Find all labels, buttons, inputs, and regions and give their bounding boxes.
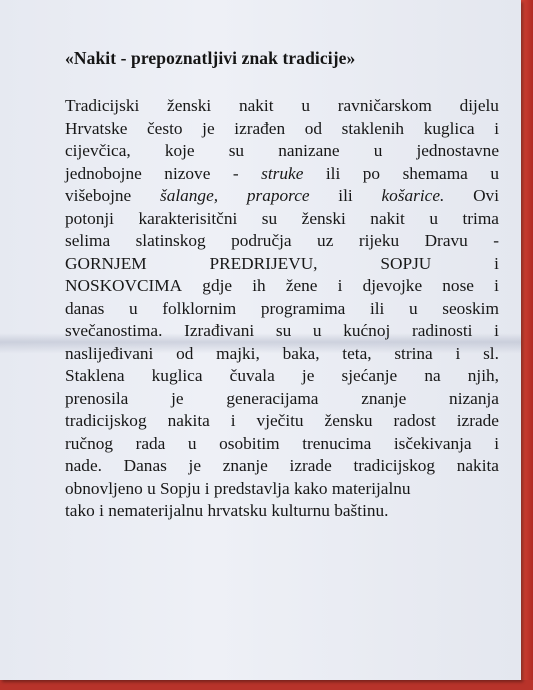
- word: ili: [369, 298, 385, 318]
- red-background-bottom: [0, 680, 533, 690]
- word: nakita: [167, 411, 210, 430]
- word: tradicijskog: [353, 456, 436, 475]
- word: Izrađivani: [184, 321, 255, 340]
- word: izrađen: [234, 118, 286, 138]
- word: i: [337, 276, 343, 295]
- word: praporce: [246, 186, 310, 205]
- word: šalange,: [159, 186, 219, 205]
- word: po: [362, 163, 381, 183]
- word: sjećanje: [341, 366, 398, 385]
- word: folklornim: [162, 298, 237, 318]
- word: ili: [338, 186, 353, 205]
- word: izrade: [456, 411, 499, 430]
- word: kuglica: [151, 366, 203, 385]
- word: potonji: [65, 208, 114, 228]
- word: strina: [394, 343, 433, 363]
- word: i: [455, 343, 461, 363]
- word: od: [304, 118, 323, 138]
- text-line: [65, 433, 499, 456]
- word: Staklena: [65, 366, 125, 385]
- word: ih: [252, 276, 266, 295]
- word: u: [129, 298, 138, 318]
- word: su: [261, 208, 278, 228]
- text-line: [65, 388, 499, 411]
- word: nakit: [370, 208, 405, 228]
- word: baka,: [282, 343, 320, 363]
- word: i: [494, 276, 499, 295]
- word: nizove: [164, 163, 211, 183]
- text-line: [65, 140, 499, 163]
- word: u: [409, 298, 418, 318]
- word: svečanostima.: [65, 321, 163, 340]
- word: generacijama: [226, 388, 319, 408]
- word: područja: [231, 231, 292, 250]
- word: ravničarskom: [337, 96, 432, 115]
- text-line: [65, 95, 499, 118]
- word: je: [202, 118, 215, 138]
- text-line: [65, 253, 499, 276]
- word: gdje: [202, 276, 233, 295]
- text-line: tako i nematerijalnu hrvatsku kulturnu baštinu.: [65, 501, 389, 520]
- word: radost: [393, 411, 436, 430]
- word: radinosti: [411, 321, 473, 340]
- word: teta,: [342, 343, 372, 363]
- text-line: [65, 410, 499, 433]
- word: danas: [65, 298, 105, 318]
- word: čuvala: [229, 366, 275, 385]
- document-title: «Nakit - prepoznatljivi znak tradicije»: [65, 48, 356, 68]
- word: karakterisitčni: [138, 208, 238, 228]
- word: su: [228, 141, 245, 160]
- word: slatinskog: [135, 231, 206, 250]
- word: nanizane: [278, 141, 340, 160]
- word: žensku: [324, 411, 373, 430]
- text-line: obnovljeno u Sopju i predstavlja kako materijalnu: [65, 478, 411, 498]
- text-line: [65, 118, 499, 141]
- text-line: [65, 365, 499, 388]
- word: Tradicijski: [65, 96, 140, 115]
- word: od: [176, 343, 194, 363]
- word: kućnoj: [343, 321, 391, 340]
- word: tradicijskog: [65, 411, 147, 430]
- word: znanje: [361, 388, 407, 408]
- word: -: [493, 231, 499, 250]
- word: shemama: [402, 163, 468, 183]
- word: je: [171, 388, 184, 408]
- word: njih,: [467, 366, 499, 385]
- word: izrade: [289, 456, 332, 475]
- word: uz: [317, 231, 334, 250]
- word: nade.: [65, 456, 102, 475]
- word: u: [373, 141, 383, 160]
- word: nakit: [238, 96, 274, 115]
- text-line: [65, 343, 499, 366]
- word: Dravu: [424, 231, 468, 250]
- text-line: [65, 298, 499, 321]
- word: struke: [261, 163, 304, 183]
- word: isčekivanja: [393, 433, 472, 453]
- word: Ovi: [473, 186, 499, 205]
- word: koje: [164, 141, 195, 160]
- word: u: [429, 208, 438, 228]
- text-line: [65, 185, 499, 208]
- word: trima: [462, 208, 499, 228]
- word: nizanja: [449, 388, 499, 408]
- word: nakita: [456, 456, 499, 475]
- word: prenosila: [65, 388, 129, 408]
- text-line: [65, 320, 499, 343]
- word: djevojke: [362, 276, 423, 295]
- word: u: [187, 433, 197, 453]
- word: ženski: [167, 96, 212, 115]
- word: i: [494, 321, 499, 340]
- text-line: [65, 275, 499, 298]
- word: je: [188, 456, 202, 475]
- text-line: [65, 230, 499, 253]
- word: višebojne: [65, 186, 132, 205]
- word: NOSKOVCIMA: [65, 276, 183, 295]
- word: vječitu: [256, 411, 304, 430]
- word: -: [232, 163, 239, 183]
- word: Hrvatske: [65, 118, 128, 138]
- red-background-edge: [519, 0, 533, 690]
- word: na: [424, 366, 441, 385]
- word: PREDRIJEVU,: [209, 253, 318, 273]
- word: jednobojne: [65, 163, 142, 183]
- word: sl.: [483, 343, 499, 363]
- paragraph: [65, 95, 499, 478]
- word: je: [301, 366, 315, 385]
- word: i: [494, 118, 499, 138]
- word: u: [301, 96, 310, 115]
- word: programima: [260, 298, 346, 318]
- word: su: [275, 321, 292, 340]
- word: selima: [65, 231, 111, 250]
- word: i: [230, 411, 236, 430]
- word: GORNJEM: [65, 253, 147, 273]
- text-line: [65, 455, 499, 478]
- word: seoskim: [442, 298, 499, 318]
- word: dijelu: [459, 96, 499, 115]
- word: ili: [325, 163, 341, 183]
- text-line: [65, 208, 499, 231]
- word: SOPJU: [380, 253, 432, 273]
- word: često: [147, 118, 183, 138]
- word: naslijeđivani: [65, 343, 154, 363]
- word: osobitim: [219, 433, 280, 453]
- word: jednostavne: [416, 141, 499, 160]
- word: znanje: [222, 456, 268, 475]
- word: i: [494, 253, 499, 273]
- text-line: [65, 163, 499, 186]
- word: nose: [442, 276, 474, 295]
- word: staklenih: [341, 118, 405, 138]
- word: rada: [135, 433, 166, 453]
- word: trenucima: [302, 433, 372, 453]
- word: rijeku: [358, 231, 400, 250]
- word: ručnog: [65, 433, 113, 453]
- word: u: [312, 321, 322, 340]
- word: Danas: [123, 456, 167, 475]
- word: majki,: [216, 343, 260, 363]
- word: žene: [285, 276, 318, 295]
- word: i: [494, 433, 499, 453]
- word: kuglica: [423, 118, 475, 138]
- word: u: [490, 163, 499, 183]
- word: košarice.: [381, 186, 445, 205]
- document-body: [65, 95, 499, 523]
- word: cijevčica,: [65, 141, 131, 160]
- word: ženski: [301, 208, 346, 228]
